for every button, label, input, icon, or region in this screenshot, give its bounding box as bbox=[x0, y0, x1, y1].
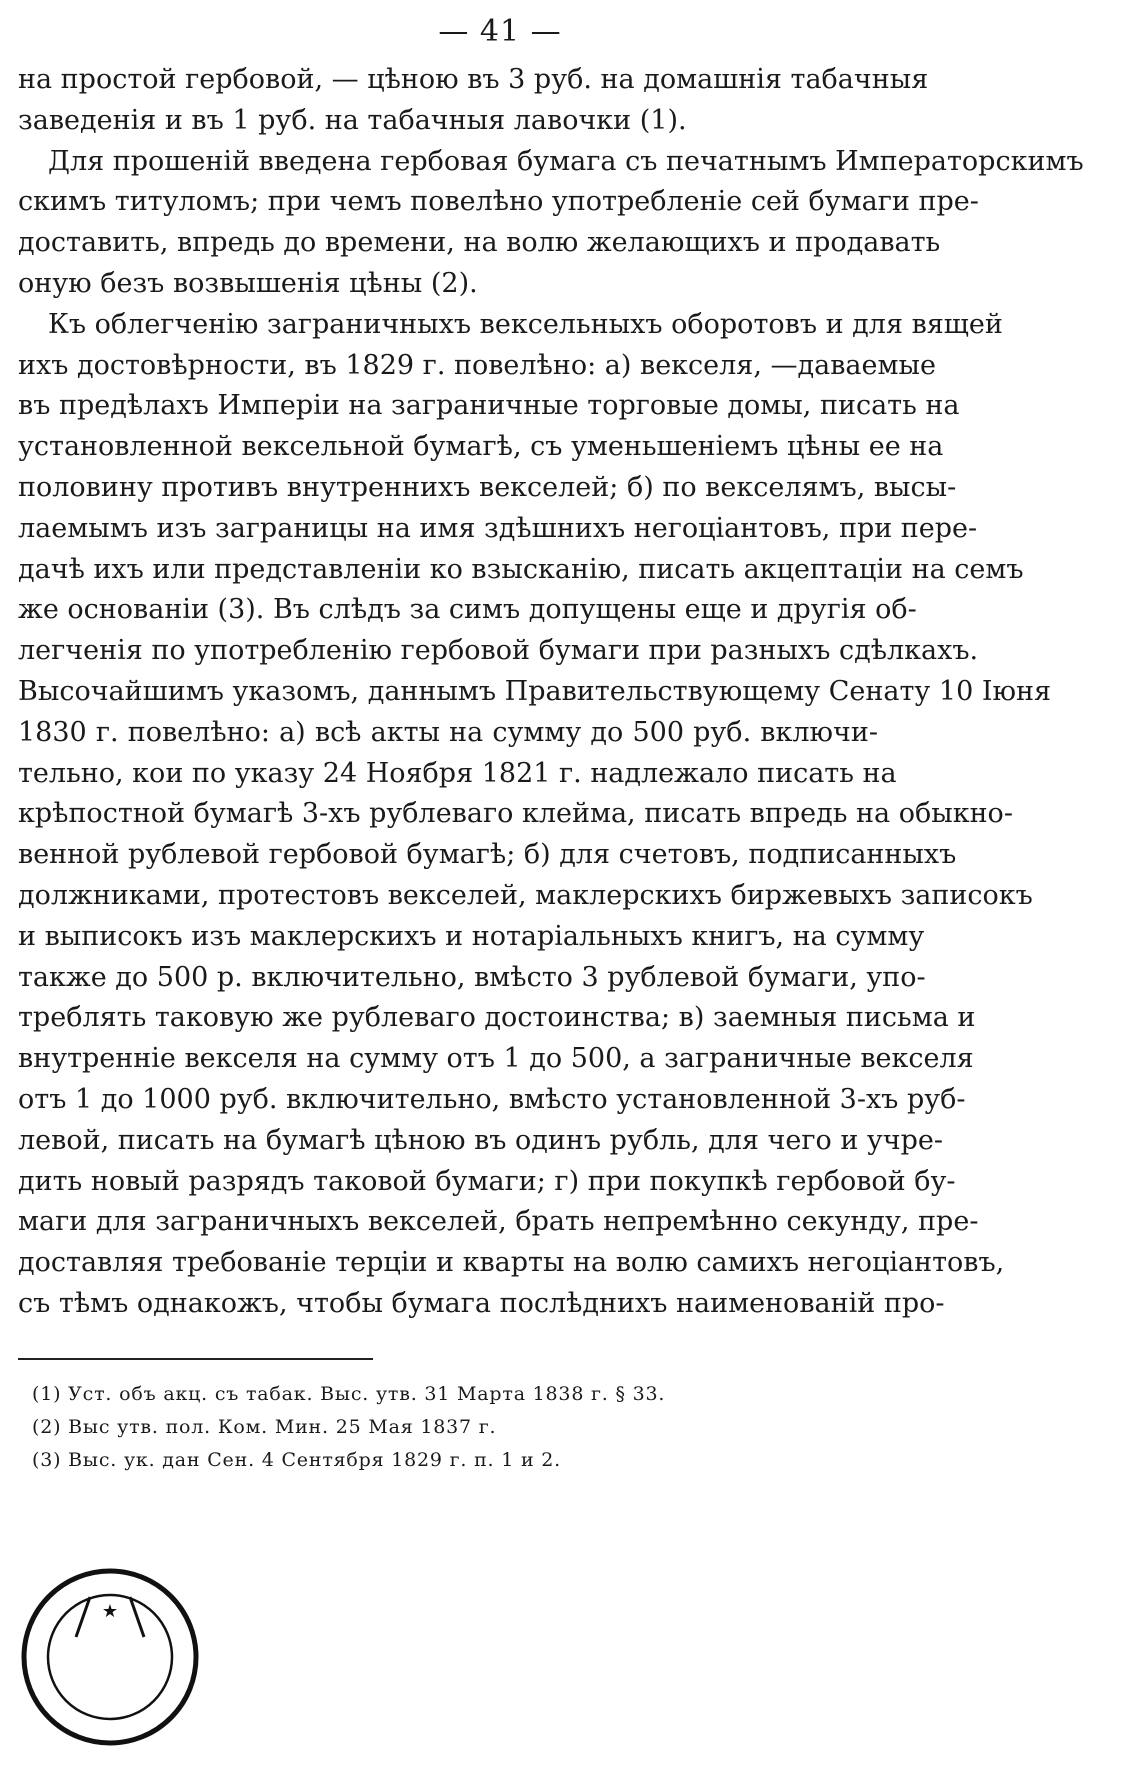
text-line: тельно, кои по указу 24 Ноября 1821 г. надлежало писать на bbox=[18, 757, 897, 789]
text-line: левой, писать на бумагѣ цѣною въ одинъ рубль, для чего и учре- bbox=[18, 1124, 944, 1156]
text-line: должниками, протестовъ векселей, маклерскихъ биржевыхъ записокъ bbox=[18, 879, 1033, 911]
text-line: Къ облегченію заграничныхъ вексельныхъ оборотовъ и для вящей bbox=[48, 308, 1003, 340]
text-line: треблять таковую же рублеваго достоинства; в) заемныя письма и bbox=[18, 1002, 976, 1034]
text-line: лаемымъ изъ заграницы на имя здѣшнихъ негоціантовъ, при пере- bbox=[18, 512, 978, 544]
text-line: съ тѣмъ однакожъ, чтобы бумага послѣднихъ наименованій про- bbox=[18, 1287, 945, 1319]
text-line: скимъ титуломъ; при чемъ повелѣно употребленіе сей бумаги пре- bbox=[18, 186, 979, 218]
text-line: на простой гербовой, — цѣною въ 3 руб. на домашнія табачныя bbox=[18, 64, 929, 95]
text-line: маги для заграничныхъ векселей, брать непремѣнно секунду, пре- bbox=[18, 1206, 979, 1238]
svg-text:★: ★ bbox=[101, 1601, 119, 1622]
text-line: доставить, впредь до времени, на волю желающихъ и продавать bbox=[18, 227, 941, 259]
text-line: же основаніи (3). Въ слѣдъ за симъ допущены еще и другія об- bbox=[18, 594, 917, 626]
library-stamp bbox=[18, 1565, 203, 1750]
text-line: оную безъ возвышенія цѣны (2). bbox=[18, 267, 478, 299]
text-line: отъ 1 до 1000 руб. включительно, вмѣсто установленной 3-хъ руб- bbox=[18, 1083, 966, 1115]
text-line: дить новый разрядъ таковой бумаги; г) при покупкѣ гербовой бу- bbox=[18, 1165, 956, 1197]
text-line: и выписокъ изъ маклерскихъ и нотаріальныхъ книгъ, на сумму bbox=[18, 920, 925, 952]
footnote-2: (2) Выс утв. пол. Ком. Мин. 25 Мая 1837 г. bbox=[32, 1416, 497, 1438]
text-line: дачѣ ихъ или представленіи ко взысканію, писать акцептаціи на семъ bbox=[18, 553, 1024, 585]
text-line: заведенія и въ 1 руб. на табачныя лавочки (1). bbox=[18, 104, 687, 136]
page-number: — 41 — bbox=[438, 14, 562, 49]
text-line: Для прошеній введена гербовая бумага съ печатнымъ Императорскимъ bbox=[48, 145, 1084, 177]
text-line: половину противъ внутреннихъ векселей; б) по векселямъ, высы- bbox=[18, 471, 957, 503]
library-stamp-icon bbox=[18, 1565, 203, 1750]
text-line: въ предѣлахъ Имперіи на заграничные торговые домы, писать на bbox=[18, 390, 960, 422]
text-line: 1830 г. повелѣно: а) всѣ акты на сумму до 500 руб. включи- bbox=[18, 716, 878, 748]
text-line: Высочайшимъ указомъ, даннымъ Правительствующему Сенату 10 Іюня bbox=[18, 675, 1052, 707]
text-line: доставляя требованіе терціи и кварты на волю самихъ негоціантовъ, bbox=[18, 1247, 1005, 1279]
text-line: внутренніе векселя на сумму отъ 1 до 500, а заграничные векселя bbox=[18, 1043, 974, 1075]
footnotes bbox=[32, 1378, 872, 1477]
text-line: установленной вексельной бумагѣ, съ уменьшеніемъ цѣны ее на bbox=[18, 431, 944, 463]
footnote-divider bbox=[18, 1358, 373, 1360]
text-line: ихъ достовѣрности, въ 1829 г. повелѣно: а) векселя, —даваемые bbox=[18, 349, 936, 381]
footnote-3: (3) Выс. ук. дан Сен. 4 Сентября 1829 г. п. 1 и 2. bbox=[32, 1449, 561, 1471]
text-line: легченія по употребленію гербовой бумаги при разныхъ сдѣлкахъ. bbox=[18, 635, 979, 667]
text-line: венной рублевой гербовой бумагѣ; б) для счетовъ, подписанныхъ bbox=[18, 839, 957, 871]
footnote-1: (1) Уст. объ акц. съ табак. Выс. утв. 31 Марта 1838 г. § 33. bbox=[32, 1383, 666, 1405]
body-text bbox=[18, 60, 1084, 1325]
text-line: крѣпостной бумагѣ 3-хъ рублеваго клейма, писать впредь на обыкно- bbox=[18, 798, 1013, 830]
text-line: также до 500 р. включительно, вмѣсто 3 рублевой бумаги, упо- bbox=[18, 961, 926, 993]
